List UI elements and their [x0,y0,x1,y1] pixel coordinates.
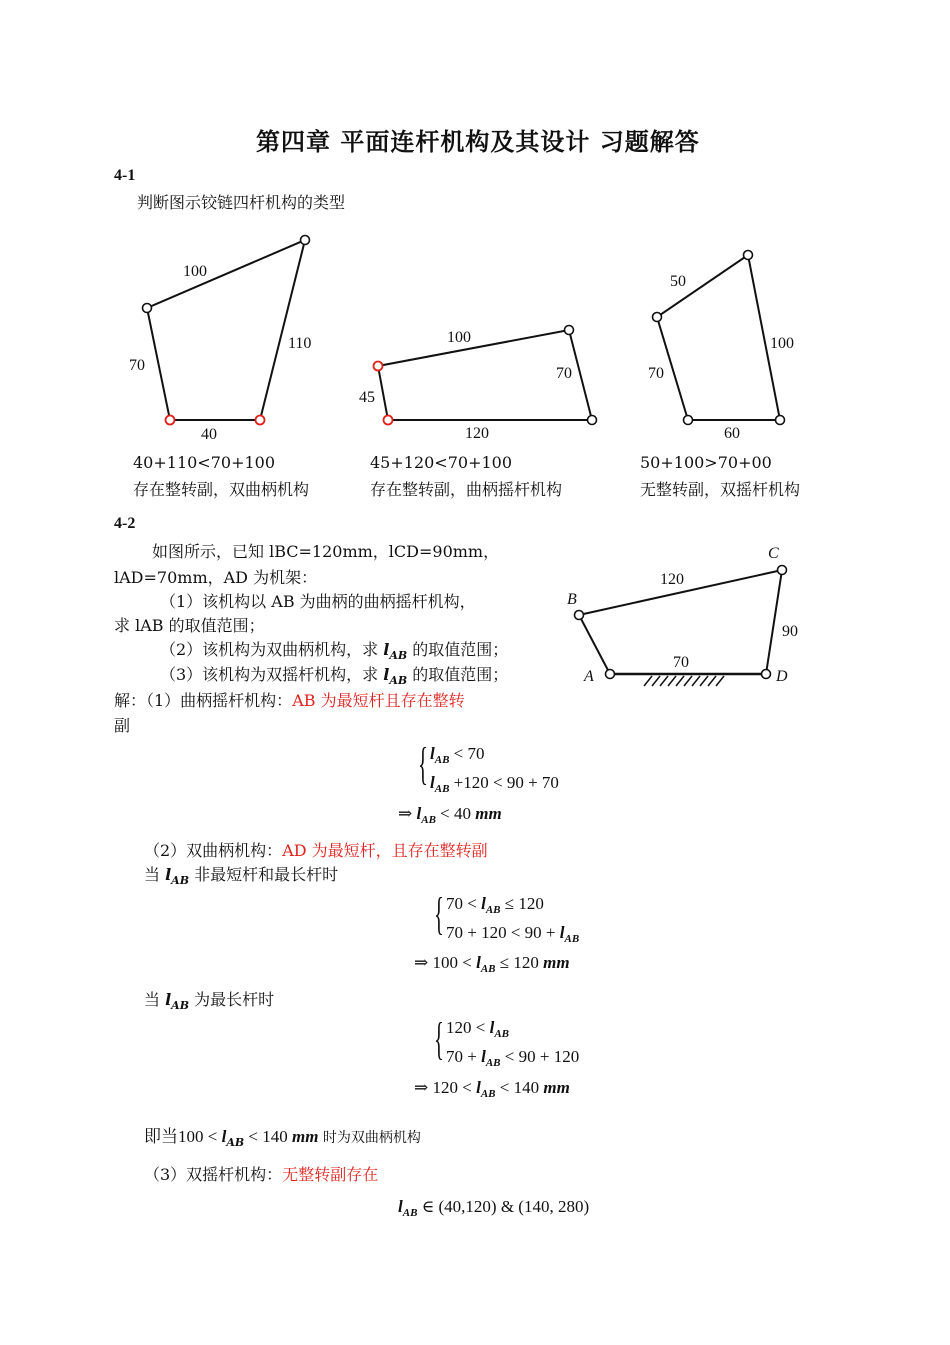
fig1-label-right: 110 [288,335,312,352]
eq3-row-1: $120 < l_{AB}$ [446,1018,510,1040]
page-title: 第四章 平面连杆机构及其设计 习题解答 [256,127,700,156]
eq2-row-2: $70 + 120 < 90 + l_{AB}$ [446,923,580,945]
fig3-label-left: 70 [648,365,664,382]
linkage-figure-4-2 [560,540,820,690]
fig1-result: 存在整转副，双曲柄机构 [133,480,310,499]
problem-4-2-line-1: 如图所示，已知 lBC=120mm，lCD=90mm， [152,542,500,561]
section-heading-4-1: 4-1 [114,167,136,184]
eq1-row-1: $l_{AB} < 70$ [430,744,485,766]
link-bc-length: 120 [660,571,684,588]
fig2-label-bottom: 120 [465,425,489,440]
fig1-label-left: 70 [129,357,145,374]
fig3-label-right: 100 [770,335,794,352]
problem-4-2-q2: （2）该机构为双曲柄机构，求 $l_{AB}$ 的取值范围； [160,640,509,662]
solution-3: （3）双摇杆机构：无整转副存在 [144,1165,379,1184]
problem-4-2-q3: （3）该机构为双摇杆机构，求 $l_{AB}$ 的取值范围； [160,665,509,687]
conclusion-line: 即当$100 < l_{AB} < 140$ mm 时为双曲柄机构 [144,1127,421,1149]
eq4: $l_{AB}$ ∈ (40,120) & (140, 280) [398,1197,590,1219]
fig3-result: 无整转副，双摇杆机构 [640,480,801,499]
fig3-label-top: 50 [670,273,686,290]
fig3-label-bottom: 60 [724,425,740,440]
solution-2-highlight: AD 为最短杆，且存在整转副 [282,841,488,860]
brace-3: { [434,1013,444,1064]
solution-3-highlight: 无整转副存在 [282,1165,379,1184]
brace-2: { [434,888,444,939]
linkage-diagrams-4-1 [0,220,950,440]
solution-1: 解：（1）曲柄摇杆机构：AB 为最短杆且存在整转 [114,691,465,710]
problem-4-2-line-4: 求 lAB 的取值范围； [114,616,265,635]
fig2-label-left: 45 [359,389,375,406]
l-ab-symbol: l [383,640,390,659]
linkage-figure-1 [129,236,311,441]
fig2-label-top: 100 [447,329,471,346]
linkage-figure-2 [359,326,597,441]
fig1-label-top: 100 [183,263,207,280]
l-ab-symbol: l [383,665,390,684]
ab-subscript: AB [389,674,408,687]
section-heading-4-2: 4-2 [114,515,136,532]
fig1-condition: 40+110<70+100 [133,453,276,472]
solution-1-highlight: AB 为最短杆且存在整转 [292,691,465,710]
joint-label-c: C [768,545,779,562]
ab-subscript: AB [389,649,408,662]
eq1-row-2: $l_{AB} +120 < 90 + 70$ [430,773,559,795]
fig2-condition: 45+120<70+100 [370,453,513,472]
fig2-result: 存在整转副，曲柄摇杆机构 [370,480,563,499]
joint-label-b: B [567,591,577,608]
joint-label-a: A [584,668,594,685]
link-ad-length: 70 [673,654,689,671]
solution-2: （2）双曲柄机构：AD 为最短杆，且存在整转副 [144,841,488,860]
case-2-text: 当 $l_{AB}$ 为最长杆时 [144,990,275,1012]
problem-4-2-line-3: （1）该机构以 AB 为曲柄的曲柄摇杆机构， [160,592,476,611]
joint-label-d: D [776,668,788,685]
brace-1: { [418,738,428,789]
fig3-condition: 50+100>70+00 [640,453,772,472]
eq2-row-1: $70 < l_{AB} \le 120$ [446,894,544,916]
problem-4-1-prompt: 判断图示铰链四杆机构的类型 [137,193,346,212]
fig2-label-right: 70 [556,365,572,382]
case-1-text: 当 $l_{AB}$ 非最短杆和最长杆时 [144,865,339,887]
problem-4-2-line-2: lAD=70mm，AD 为机架： [114,568,318,587]
eq2-result: ⇒ $100 < l_{AB} \le 120$ mm [414,953,570,975]
linkage-figure-3 [648,251,794,441]
link-cd-length: 90 [782,623,798,640]
solution-1-cont: 副 [114,716,131,735]
eq3-result: ⇒ $120 < l_{AB} < 140$ mm [414,1078,570,1100]
eq3-row-2: $70 + l_{AB} < 90 + 120$ [446,1047,580,1069]
fig1-label-bottom: 40 [201,426,217,440]
eq1-result: ⇒ $l_{AB} < 40$ mm [398,804,502,826]
